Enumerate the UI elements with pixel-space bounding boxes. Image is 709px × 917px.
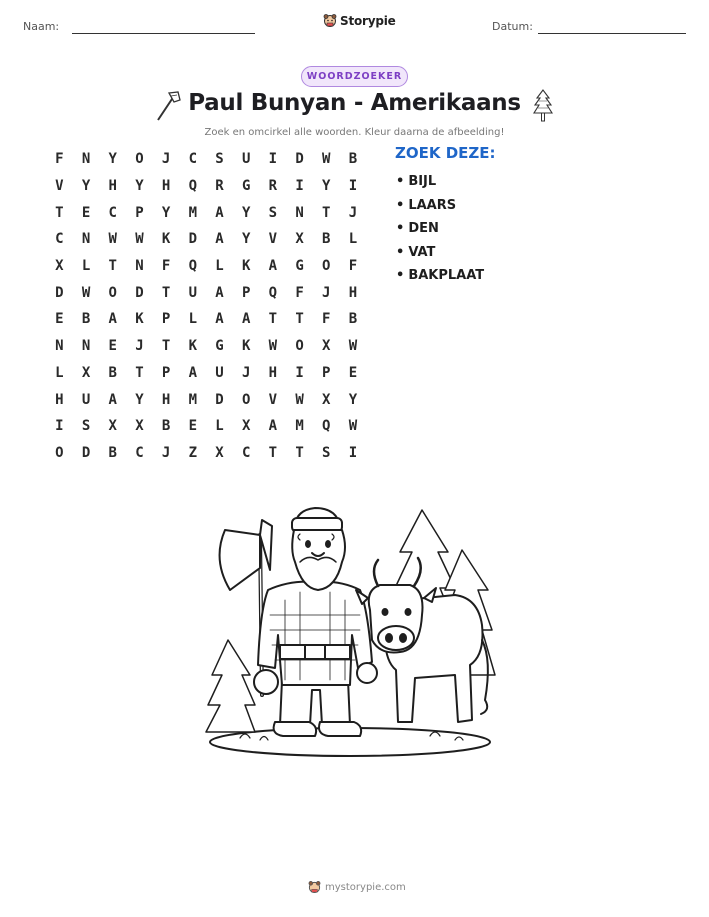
grid-cell[interactable]: F bbox=[322, 311, 331, 328]
grid-cell[interactable]: H bbox=[55, 391, 64, 408]
grid-cell[interactable]: A bbox=[108, 311, 117, 328]
grid-cell[interactable]: T bbox=[161, 338, 171, 355]
grid-cell[interactable]: Y bbox=[108, 151, 117, 168]
grid-cell[interactable]: Y bbox=[241, 231, 251, 248]
grid-cell[interactable]: H bbox=[161, 391, 171, 408]
grid-cell[interactable]: J bbox=[135, 338, 144, 355]
grid-cell[interactable]: A bbox=[215, 204, 224, 221]
grid-cell[interactable]: Q bbox=[268, 284, 278, 301]
grid-cell[interactable]: E bbox=[55, 311, 64, 328]
grid-cell[interactable]: S bbox=[81, 418, 91, 435]
grid-cell[interactable]: C bbox=[188, 151, 197, 168]
word-list-item bbox=[396, 217, 484, 241]
grid-cell[interactable]: K bbox=[241, 338, 251, 355]
brand-name: Storypie bbox=[340, 13, 396, 28]
grid-cell[interactable]: E bbox=[108, 338, 117, 355]
grid-cell[interactable]: K bbox=[188, 338, 197, 355]
grid-cell[interactable]: A bbox=[268, 418, 278, 435]
footer-url[interactable]: mystorypie.com bbox=[325, 881, 406, 893]
grid-cell[interactable]: F bbox=[55, 151, 64, 168]
grid-cell[interactable]: Y bbox=[241, 204, 251, 221]
grid-cell[interactable]: B bbox=[81, 311, 91, 328]
grid-cell[interactable]: X bbox=[135, 418, 144, 435]
grid-cell[interactable]: Y bbox=[135, 178, 144, 195]
grid-cell[interactable]: C bbox=[108, 204, 117, 221]
grid-cell[interactable]: O bbox=[108, 284, 117, 301]
grid-cell[interactable]: U bbox=[188, 284, 197, 301]
grid-cell[interactable]: M bbox=[188, 204, 197, 221]
footer bbox=[308, 880, 406, 894]
grid-cell[interactable]: C bbox=[135, 444, 144, 461]
grid-cell[interactable]: C bbox=[241, 444, 251, 461]
grid-cell[interactable]: N bbox=[295, 204, 304, 221]
grid-cell[interactable]: O bbox=[135, 151, 144, 168]
grid-cell[interactable]: G bbox=[295, 258, 304, 275]
grid-cell[interactable]: L bbox=[81, 258, 91, 275]
grid-cell[interactable]: P bbox=[241, 284, 251, 301]
grid-cell[interactable]: T bbox=[161, 284, 171, 301]
bullet-icon: • bbox=[396, 244, 405, 260]
grid-cell[interactable]: G bbox=[215, 338, 224, 355]
grid-cell[interactable]: M bbox=[295, 418, 304, 435]
grid-cell[interactable]: L bbox=[348, 231, 358, 248]
grid-cell[interactable]: D bbox=[135, 284, 144, 301]
grid-cell[interactable]: J bbox=[161, 151, 171, 168]
grid-cell[interactable]: B bbox=[322, 231, 331, 248]
grid-cell[interactable]: E bbox=[81, 204, 91, 221]
grid-cell[interactable]: W bbox=[322, 151, 331, 168]
grid-cell[interactable]: C bbox=[55, 231, 64, 248]
grid-cell[interactable]: X bbox=[295, 231, 304, 248]
grid-cell[interactable]: Y bbox=[81, 178, 91, 195]
grid-cell[interactable]: D bbox=[81, 444, 91, 461]
grid-cell[interactable]: X bbox=[81, 364, 91, 381]
grid-cell[interactable]: Y bbox=[161, 204, 171, 221]
grid-cell[interactable]: K bbox=[241, 258, 251, 275]
grid-cell[interactable]: U bbox=[241, 151, 251, 168]
grid-cell[interactable]: M bbox=[188, 391, 197, 408]
grid-cell[interactable]: Y bbox=[135, 391, 144, 408]
grid-cell[interactable]: U bbox=[215, 364, 224, 381]
grid-cell[interactable]: N bbox=[81, 338, 91, 355]
bullet-icon: • bbox=[396, 221, 405, 237]
word-label: BIJL bbox=[408, 174, 437, 190]
grid-cell[interactable]: R bbox=[268, 178, 278, 195]
grid-cell[interactable]: T bbox=[55, 204, 64, 221]
grid-cell[interactable]: O bbox=[295, 338, 304, 355]
grid-cell[interactable]: P bbox=[161, 364, 171, 381]
lumberjack-ox-illustration[interactable] bbox=[200, 490, 505, 770]
bullet-icon: • bbox=[396, 174, 405, 190]
word-list-item bbox=[396, 264, 484, 288]
grid-cell[interactable]: B bbox=[348, 311, 358, 328]
date-line[interactable] bbox=[538, 33, 686, 34]
grid-cell[interactable]: F bbox=[161, 258, 171, 275]
grid-cell[interactable]: X bbox=[55, 258, 64, 275]
grid-cell[interactable]: X bbox=[241, 418, 251, 435]
bullet-icon: • bbox=[396, 197, 405, 213]
grid-cell[interactable]: V bbox=[268, 391, 278, 408]
grid-cell[interactable]: W bbox=[295, 391, 304, 408]
grid-cell[interactable]: S bbox=[322, 444, 331, 461]
grid-cell[interactable]: O bbox=[55, 444, 64, 461]
date-label: Datum: bbox=[492, 20, 533, 33]
grid-cell[interactable]: O bbox=[241, 391, 251, 408]
grid-cell[interactable]: Y bbox=[348, 391, 358, 408]
grid-cell[interactable]: W bbox=[268, 338, 278, 355]
grid-cell[interactable]: D bbox=[215, 391, 224, 408]
page-title: Paul Bunyan - Amerikaans bbox=[188, 90, 521, 116]
grid-cell[interactable]: Z bbox=[188, 444, 197, 461]
grid-cell[interactable]: Y bbox=[322, 178, 331, 195]
grid-cell[interactable]: N bbox=[135, 258, 144, 275]
grid-cell[interactable]: N bbox=[81, 231, 91, 248]
grid-cell[interactable]: T bbox=[295, 311, 304, 328]
grid-cell[interactable]: H bbox=[161, 178, 171, 195]
grid-cell[interactable]: D bbox=[295, 151, 304, 168]
grid-cell[interactable]: B bbox=[108, 444, 117, 461]
grid-cell[interactable]: X bbox=[322, 338, 331, 355]
grid-cell[interactable]: J bbox=[161, 444, 171, 461]
grid-cell[interactable]: I bbox=[55, 418, 64, 435]
grid-cell[interactable]: A bbox=[241, 311, 251, 328]
grid-cell[interactable]: H bbox=[268, 364, 278, 381]
grid-cell[interactable]: S bbox=[215, 151, 224, 168]
grid-cell[interactable]: L bbox=[215, 418, 224, 435]
storypie-logo-icon bbox=[323, 13, 337, 28]
grid-cell[interactable]: H bbox=[348, 284, 358, 301]
grid-cell[interactable]: F bbox=[348, 258, 358, 275]
grid-cell[interactable]: X bbox=[215, 444, 224, 461]
grid-cell[interactable]: E bbox=[188, 418, 197, 435]
grid-cell[interactable]: A bbox=[108, 391, 117, 408]
grid-cell[interactable]: T bbox=[268, 444, 278, 461]
grid-cell[interactable]: T bbox=[268, 311, 278, 328]
word-list bbox=[396, 170, 484, 288]
grid-cell[interactable]: K bbox=[135, 311, 144, 328]
grid-cell[interactable]: A bbox=[215, 231, 224, 248]
grid-cell[interactable]: F bbox=[295, 284, 304, 301]
grid-cell[interactable]: Q bbox=[322, 418, 331, 435]
grid-cell[interactable]: I bbox=[348, 178, 358, 195]
grid-cell[interactable]: V bbox=[268, 231, 278, 248]
grid-cell[interactable]: Q bbox=[188, 258, 197, 275]
grid-cell[interactable]: V bbox=[55, 178, 64, 195]
grid-cell[interactable]: N bbox=[81, 151, 91, 168]
grid-cell[interactable]: B bbox=[348, 151, 358, 168]
grid-cell[interactable]: L bbox=[215, 258, 224, 275]
instructions: Zoek en omcirkel alle woorden. Kleur daarna de afbeelding! bbox=[204, 127, 505, 138]
grid-cell[interactable]: L bbox=[55, 364, 64, 381]
grid-cell[interactable]: K bbox=[161, 231, 171, 248]
grid-cell[interactable]: W bbox=[348, 418, 358, 435]
pine-tree-icon bbox=[531, 88, 555, 124]
grid-cell[interactable]: B bbox=[108, 364, 117, 381]
grid-cell[interactable]: D bbox=[188, 231, 197, 248]
word-list-title: ZOEK DEZE: bbox=[395, 144, 496, 162]
grid-cell[interactable]: O bbox=[322, 258, 331, 275]
storypie-logo-icon bbox=[308, 880, 321, 894]
grid-cell[interactable]: A bbox=[268, 258, 278, 275]
grid-cell[interactable]: I bbox=[295, 364, 304, 381]
grid-cell[interactable]: X bbox=[322, 391, 331, 408]
grid-cell[interactable]: W bbox=[81, 284, 91, 301]
grid-cell[interactable]: A bbox=[215, 311, 224, 328]
grid-cell[interactable]: S bbox=[268, 204, 278, 221]
grid-cell[interactable]: T bbox=[135, 364, 144, 381]
grid-cell[interactable]: U bbox=[81, 391, 91, 408]
grid-cell[interactable]: W bbox=[348, 338, 358, 355]
word-list-item bbox=[396, 194, 484, 218]
grid-cell[interactable]: I bbox=[268, 151, 278, 168]
bullet-icon: • bbox=[396, 268, 405, 284]
category-badge: WOORDZOEKER bbox=[301, 66, 408, 87]
grid-cell[interactable]: B bbox=[161, 418, 171, 435]
grid-cell[interactable]: L bbox=[188, 311, 197, 328]
grid-cell[interactable]: W bbox=[135, 231, 144, 248]
grid-cell[interactable]: A bbox=[188, 364, 197, 381]
grid-cell[interactable]: P bbox=[161, 311, 171, 328]
word-list-item bbox=[396, 241, 484, 265]
grid-cell[interactable]: T bbox=[295, 444, 304, 461]
grid-cell[interactable]: I bbox=[348, 444, 358, 461]
grid-cell[interactable]: I bbox=[295, 178, 304, 195]
grid-cell[interactable]: J bbox=[241, 364, 251, 381]
grid-cell[interactable]: J bbox=[348, 204, 358, 221]
grid-cell[interactable]: Q bbox=[188, 178, 197, 195]
grid-cell[interactable]: P bbox=[322, 364, 331, 381]
name-label: Naam: bbox=[23, 20, 60, 33]
grid-cell[interactable]: R bbox=[215, 178, 224, 195]
word-label: BAKPLAAT bbox=[408, 268, 485, 284]
letter-grid[interactable] bbox=[46, 146, 366, 466]
grid-cell[interactable]: J bbox=[322, 284, 331, 301]
grid-cell[interactable]: N bbox=[55, 338, 64, 355]
grid-cell[interactable]: D bbox=[55, 284, 64, 301]
grid-cell[interactable]: G bbox=[241, 178, 251, 195]
word-label: LAARS bbox=[408, 197, 457, 213]
grid-cell[interactable]: A bbox=[215, 284, 224, 301]
grid-cell[interactable]: P bbox=[135, 204, 144, 221]
grid-cell[interactable]: E bbox=[348, 364, 358, 381]
grid-cell[interactable]: T bbox=[322, 204, 331, 221]
name-line[interactable] bbox=[72, 33, 255, 34]
word-label: DEN bbox=[408, 221, 439, 237]
grid-cell[interactable]: W bbox=[108, 231, 117, 248]
grid-cell[interactable]: T bbox=[108, 258, 117, 275]
grid-cell[interactable]: X bbox=[108, 418, 117, 435]
grid-cell[interactable]: H bbox=[108, 178, 117, 195]
word-list-item bbox=[396, 170, 484, 194]
word-label: VAT bbox=[408, 244, 436, 260]
brand-logo bbox=[323, 13, 396, 28]
